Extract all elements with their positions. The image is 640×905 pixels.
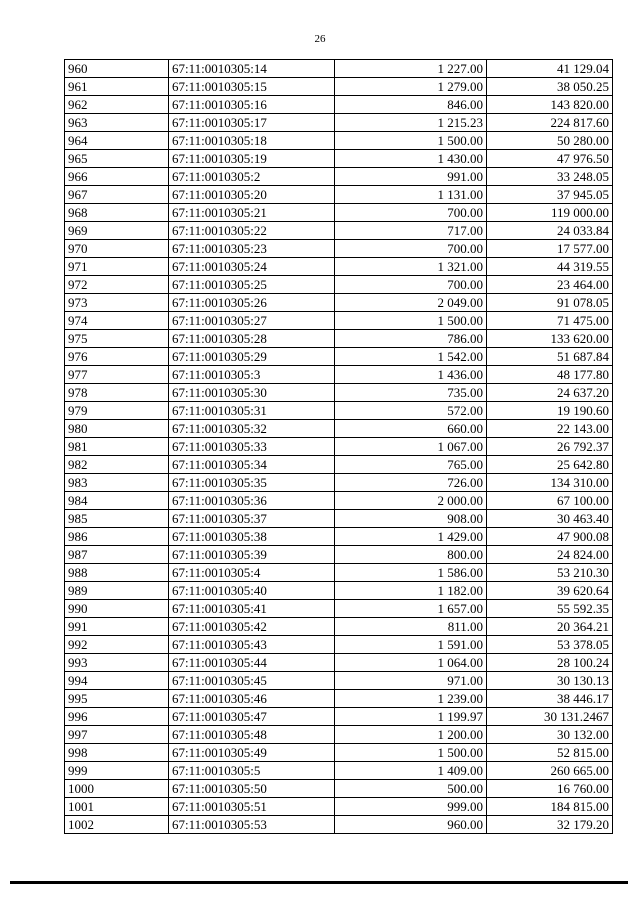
cadastral-value-cell: 53 210.30 bbox=[487, 564, 613, 582]
table-row bbox=[65, 168, 613, 186]
row-number-cell: 998 bbox=[65, 744, 169, 762]
row-number-cell: 966 bbox=[65, 168, 169, 186]
cadastral-number-cell: 67:11:0010305:26 bbox=[169, 294, 335, 312]
cadastral-number-cell: 67:11:0010305:17 bbox=[169, 114, 335, 132]
cadastral-number-cell: 67:11:0010305:4 bbox=[169, 564, 335, 582]
cadastral-number-cell: 67:11:0010305:34 bbox=[169, 456, 335, 474]
row-number-cell: 963 bbox=[65, 114, 169, 132]
row-number-cell: 976 bbox=[65, 348, 169, 366]
cadastral-value-cell: 52 815.00 bbox=[487, 744, 613, 762]
area-cell: 846.00 bbox=[335, 96, 487, 114]
row-number-cell: 961 bbox=[65, 78, 169, 96]
area-cell: 500.00 bbox=[335, 780, 487, 798]
area-cell: 971.00 bbox=[335, 672, 487, 690]
area-cell: 2 049.00 bbox=[335, 294, 487, 312]
table-row bbox=[65, 510, 613, 528]
row-number-cell: 971 bbox=[65, 258, 169, 276]
row-number-cell: 982 bbox=[65, 456, 169, 474]
cadastral-number-cell: 67:11:0010305:16 bbox=[169, 96, 335, 114]
table-row bbox=[65, 564, 613, 582]
area-cell: 908.00 bbox=[335, 510, 487, 528]
table-row bbox=[65, 546, 613, 564]
table-row bbox=[65, 636, 613, 654]
cadastral-number-cell: 67:11:0010305:19 bbox=[169, 150, 335, 168]
cadastral-value-cell: 133 620.00 bbox=[487, 330, 613, 348]
cadastral-number-cell: 67:11:0010305:3 bbox=[169, 366, 335, 384]
area-cell: 1 436.00 bbox=[335, 366, 487, 384]
cadastral-number-cell: 67:11:0010305:28 bbox=[169, 330, 335, 348]
row-number-cell: 970 bbox=[65, 240, 169, 258]
page-number: 26 bbox=[314, 33, 326, 45]
area-cell: 1 215.23 bbox=[335, 114, 487, 132]
area-cell: 765.00 bbox=[335, 456, 487, 474]
cadastral-value-cell: 119 000.00 bbox=[487, 204, 613, 222]
cadastral-value-cell: 24 033.84 bbox=[487, 222, 613, 240]
table-row bbox=[65, 150, 613, 168]
cadastral-value-cell: 37 945.05 bbox=[487, 186, 613, 204]
area-cell: 660.00 bbox=[335, 420, 487, 438]
row-number-cell: 975 bbox=[65, 330, 169, 348]
cadastral-value-cell: 25 642.80 bbox=[487, 456, 613, 474]
cadastral-value-cell: 33 248.05 bbox=[487, 168, 613, 186]
cadastral-value-cell: 44 319.55 bbox=[487, 258, 613, 276]
row-number-cell: 994 bbox=[65, 672, 169, 690]
row-number-cell: 974 bbox=[65, 312, 169, 330]
cadastral-value-cell: 23 464.00 bbox=[487, 276, 613, 294]
cadastral-value-cell: 30 463.40 bbox=[487, 510, 613, 528]
row-number-cell: 990 bbox=[65, 600, 169, 618]
cadastral-value-cell: 67 100.00 bbox=[487, 492, 613, 510]
table-row bbox=[65, 528, 613, 546]
cadastral-number-cell: 67:11:0010305:41 bbox=[169, 600, 335, 618]
area-cell: 1 430.00 bbox=[335, 150, 487, 168]
row-number-cell: 981 bbox=[65, 438, 169, 456]
table-row bbox=[65, 600, 613, 618]
area-cell: 717.00 bbox=[335, 222, 487, 240]
cadastral-number-cell: 67:11:0010305:35 bbox=[169, 474, 335, 492]
area-cell: 1 279.00 bbox=[335, 78, 487, 96]
row-number-cell: 995 bbox=[65, 690, 169, 708]
area-cell: 960.00 bbox=[335, 816, 487, 834]
area-cell: 1 657.00 bbox=[335, 600, 487, 618]
row-number-cell: 988 bbox=[65, 564, 169, 582]
row-number-cell: 964 bbox=[65, 132, 169, 150]
cadastral-number-cell: 67:11:0010305:48 bbox=[169, 726, 335, 744]
area-cell: 811.00 bbox=[335, 618, 487, 636]
area-cell: 572.00 bbox=[335, 402, 487, 420]
cadastral-number-cell: 67:11:0010305:44 bbox=[169, 654, 335, 672]
area-cell: 1 409.00 bbox=[335, 762, 487, 780]
table-row bbox=[65, 762, 613, 780]
row-number-cell: 983 bbox=[65, 474, 169, 492]
table-body bbox=[65, 60, 613, 834]
table-row bbox=[65, 204, 613, 222]
table-row bbox=[65, 60, 613, 78]
cadastral-number-cell: 67:11:0010305:36 bbox=[169, 492, 335, 510]
row-number-cell: 992 bbox=[65, 636, 169, 654]
cadastral-number-cell: 67:11:0010305:29 bbox=[169, 348, 335, 366]
cadastral-number-cell: 67:11:0010305:25 bbox=[169, 276, 335, 294]
table-row bbox=[65, 186, 613, 204]
cadastral-value-cell: 39 620.64 bbox=[487, 582, 613, 600]
area-cell: 1 067.00 bbox=[335, 438, 487, 456]
cadastral-number-cell: 67:11:0010305:50 bbox=[169, 780, 335, 798]
cadastral-number-cell: 67:11:0010305:33 bbox=[169, 438, 335, 456]
area-cell: 735.00 bbox=[335, 384, 487, 402]
area-cell: 1 131.00 bbox=[335, 186, 487, 204]
cadastral-number-cell: 67:11:0010305:18 bbox=[169, 132, 335, 150]
area-cell: 786.00 bbox=[335, 330, 487, 348]
cadastral-value-cell: 19 190.60 bbox=[487, 402, 613, 420]
area-cell: 1 591.00 bbox=[335, 636, 487, 654]
cadastral-value-cell: 38 050.25 bbox=[487, 78, 613, 96]
table-row bbox=[65, 456, 613, 474]
row-number-cell: 989 bbox=[65, 582, 169, 600]
cadastral-value-cell: 32 179.20 bbox=[487, 816, 613, 834]
area-cell: 1 182.00 bbox=[335, 582, 487, 600]
cadastral-number-cell: 67:11:0010305:49 bbox=[169, 744, 335, 762]
cadastral-number-cell: 67:11:0010305:42 bbox=[169, 618, 335, 636]
table-row bbox=[65, 78, 613, 96]
cadastral-number-cell: 67:11:0010305:2 bbox=[169, 168, 335, 186]
row-number-cell: 1000 bbox=[65, 780, 169, 798]
row-number-cell: 984 bbox=[65, 492, 169, 510]
cadastral-number-cell: 67:11:0010305:5 bbox=[169, 762, 335, 780]
cadastral-value-cell: 24 637.20 bbox=[487, 384, 613, 402]
row-number-cell: 997 bbox=[65, 726, 169, 744]
cadastral-number-cell: 67:11:0010305:51 bbox=[169, 798, 335, 816]
area-cell: 1 321.00 bbox=[335, 258, 487, 276]
cadastral-value-cell: 22 143.00 bbox=[487, 420, 613, 438]
area-cell: 1 542.00 bbox=[335, 348, 487, 366]
area-cell: 1 239.00 bbox=[335, 690, 487, 708]
table-row bbox=[65, 582, 613, 600]
cadastral-number-cell: 67:11:0010305:14 bbox=[169, 60, 335, 78]
table-row bbox=[65, 222, 613, 240]
row-number-cell: 991 bbox=[65, 618, 169, 636]
row-number-cell: 969 bbox=[65, 222, 169, 240]
row-number-cell: 978 bbox=[65, 384, 169, 402]
row-number-cell: 968 bbox=[65, 204, 169, 222]
area-cell: 991.00 bbox=[335, 168, 487, 186]
cadastral-value-cell: 38 446.17 bbox=[487, 690, 613, 708]
table-row bbox=[65, 348, 613, 366]
row-number-cell: 973 bbox=[65, 294, 169, 312]
table-row bbox=[65, 258, 613, 276]
area-cell: 726.00 bbox=[335, 474, 487, 492]
cadastral-value-cell: 24 824.00 bbox=[487, 546, 613, 564]
cadastral-number-cell: 67:11:0010305:31 bbox=[169, 402, 335, 420]
cadastral-value-cell: 55 592.35 bbox=[487, 600, 613, 618]
table-row bbox=[65, 708, 613, 726]
area-cell: 1 200.00 bbox=[335, 726, 487, 744]
row-number-cell: 967 bbox=[65, 186, 169, 204]
cadastral-number-cell: 67:11:0010305:32 bbox=[169, 420, 335, 438]
row-number-cell: 986 bbox=[65, 528, 169, 546]
cadastral-number-cell: 67:11:0010305:37 bbox=[169, 510, 335, 528]
table-row bbox=[65, 474, 613, 492]
cadastral-value-cell: 47 976.50 bbox=[487, 150, 613, 168]
table-row bbox=[65, 330, 613, 348]
area-cell: 1 199.97 bbox=[335, 708, 487, 726]
cadastral-value-cell: 134 310.00 bbox=[487, 474, 613, 492]
area-cell: 1 586.00 bbox=[335, 564, 487, 582]
row-number-cell: 979 bbox=[65, 402, 169, 420]
cadastral-value-cell: 30 130.13 bbox=[487, 672, 613, 690]
cadastral-value-cell: 47 900.08 bbox=[487, 528, 613, 546]
area-cell: 1 500.00 bbox=[335, 744, 487, 762]
cadastral-value-cell: 26 792.37 bbox=[487, 438, 613, 456]
area-cell: 2 000.00 bbox=[335, 492, 487, 510]
table-row bbox=[65, 726, 613, 744]
table-row bbox=[65, 816, 613, 834]
area-cell: 700.00 bbox=[335, 204, 487, 222]
cadastral-value-cell: 50 280.00 bbox=[487, 132, 613, 150]
row-number-cell: 999 bbox=[65, 762, 169, 780]
cadastral-number-cell: 67:11:0010305:24 bbox=[169, 258, 335, 276]
cadastral-value-cell: 71 475.00 bbox=[487, 312, 613, 330]
row-number-cell: 965 bbox=[65, 150, 169, 168]
cadastral-value-cell: 41 129.04 bbox=[487, 60, 613, 78]
row-number-cell: 1001 bbox=[65, 798, 169, 816]
area-cell: 1 064.00 bbox=[335, 654, 487, 672]
area-cell: 1 500.00 bbox=[335, 312, 487, 330]
table-row bbox=[65, 114, 613, 132]
table-row bbox=[65, 384, 613, 402]
table-row bbox=[65, 276, 613, 294]
cadastral-value-cell: 17 577.00 bbox=[487, 240, 613, 258]
bottom-rule bbox=[10, 881, 628, 884]
area-cell: 1 227.00 bbox=[335, 60, 487, 78]
table-row bbox=[65, 438, 613, 456]
area-cell: 700.00 bbox=[335, 240, 487, 258]
cadastral-number-cell: 67:11:0010305:40 bbox=[169, 582, 335, 600]
area-cell: 999.00 bbox=[335, 798, 487, 816]
area-cell: 800.00 bbox=[335, 546, 487, 564]
cadastral-number-cell: 67:11:0010305:20 bbox=[169, 186, 335, 204]
area-cell: 1 429.00 bbox=[335, 528, 487, 546]
table-row bbox=[65, 420, 613, 438]
table-row bbox=[65, 618, 613, 636]
table-row bbox=[65, 402, 613, 420]
area-cell: 700.00 bbox=[335, 276, 487, 294]
row-number-cell: 993 bbox=[65, 654, 169, 672]
cadastral-value-cell: 30 132.00 bbox=[487, 726, 613, 744]
row-number-cell: 972 bbox=[65, 276, 169, 294]
cadastral-value-cell: 260 665.00 bbox=[487, 762, 613, 780]
cadastral-value-cell: 28 100.24 bbox=[487, 654, 613, 672]
cadastral-number-cell: 67:11:0010305:30 bbox=[169, 384, 335, 402]
row-number-cell: 1002 bbox=[65, 816, 169, 834]
table-row bbox=[65, 780, 613, 798]
cadastral-value-cell: 143 820.00 bbox=[487, 96, 613, 114]
cadastral-value-cell: 16 760.00 bbox=[487, 780, 613, 798]
table-row bbox=[65, 744, 613, 762]
table-row bbox=[65, 366, 613, 384]
cadastral-number-cell: 67:11:0010305:45 bbox=[169, 672, 335, 690]
cadastral-number-cell: 67:11:0010305:43 bbox=[169, 636, 335, 654]
cadastral-number-cell: 67:11:0010305:27 bbox=[169, 312, 335, 330]
row-number-cell: 962 bbox=[65, 96, 169, 114]
row-number-cell: 977 bbox=[65, 366, 169, 384]
cadastral-number-cell: 67:11:0010305:39 bbox=[169, 546, 335, 564]
cadastral-number-cell: 67:11:0010305:47 bbox=[169, 708, 335, 726]
cadastral-value-cell: 48 177.80 bbox=[487, 366, 613, 384]
row-number-cell: 996 bbox=[65, 708, 169, 726]
cadastral-number-cell: 67:11:0010305:23 bbox=[169, 240, 335, 258]
cadastral-number-cell: 67:11:0010305:53 bbox=[169, 816, 335, 834]
cadastral-value-cell: 51 687.84 bbox=[487, 348, 613, 366]
cadastral-number-cell: 67:11:0010305:21 bbox=[169, 204, 335, 222]
cadastral-value-cell: 53 378.05 bbox=[487, 636, 613, 654]
cadastral-value-cell: 30 131.2467 bbox=[487, 708, 613, 726]
row-number-cell: 985 bbox=[65, 510, 169, 528]
table-row bbox=[65, 132, 613, 150]
row-number-cell: 980 bbox=[65, 420, 169, 438]
table-row bbox=[65, 798, 613, 816]
cadastral-number-cell: 67:11:0010305:15 bbox=[169, 78, 335, 96]
table-row bbox=[65, 312, 613, 330]
cadastral-value-cell: 184 815.00 bbox=[487, 798, 613, 816]
cadastral-number-cell: 67:11:0010305:38 bbox=[169, 528, 335, 546]
table-row bbox=[65, 240, 613, 258]
table-row bbox=[65, 96, 613, 114]
cadastral-number-cell: 67:11:0010305:46 bbox=[169, 690, 335, 708]
cadastral-value-cell: 20 364.21 bbox=[487, 618, 613, 636]
table-row bbox=[65, 672, 613, 690]
area-cell: 1 500.00 bbox=[335, 132, 487, 150]
cadastral-value-cell: 224 817.60 bbox=[487, 114, 613, 132]
table-row bbox=[65, 654, 613, 672]
cadastral-value-table bbox=[64, 59, 613, 834]
row-number-cell: 960 bbox=[65, 60, 169, 78]
table-row bbox=[65, 294, 613, 312]
cadastral-number-cell: 67:11:0010305:22 bbox=[169, 222, 335, 240]
row-number-cell: 987 bbox=[65, 546, 169, 564]
table-row bbox=[65, 690, 613, 708]
table-row bbox=[65, 492, 613, 510]
cadastral-value-cell: 91 078.05 bbox=[487, 294, 613, 312]
